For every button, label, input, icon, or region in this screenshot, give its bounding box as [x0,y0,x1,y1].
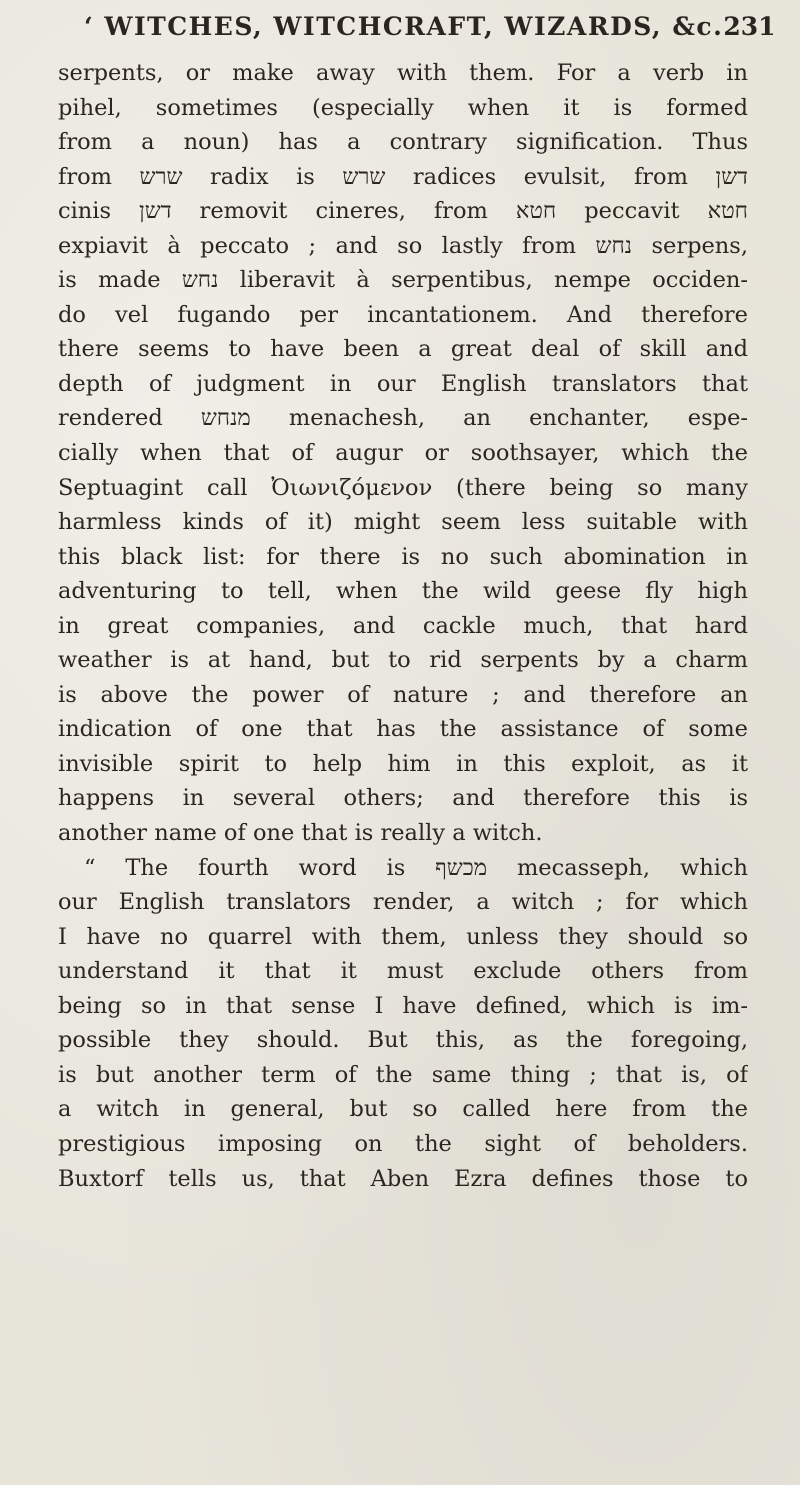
text-line: serpents, or make away with them. For a verb in [58,60,748,86]
text-line: from a noun) has a contrary signification. Thus [58,129,748,156]
text-line: harmless kinds of it) might seem less suitable with [58,509,748,536]
text-line: our English translators render, a witch ; for which [58,889,748,916]
text-line: cially when that of augur or soothsayer, which the [58,440,748,467]
text-line: expiavit à peccato ; and so lastly from נחש serpens, [58,232,748,259]
text-line: do vel fugando per incantationem. And therefore [58,301,748,328]
running-title: ‘ WITCHES, WITCHCRAFT, WIZARDS, &c. [84,12,724,41]
text-line: I have no quarrel with them, unless they should so [58,923,748,950]
body-text [58,56,748,1196]
text-line: is above the power of nature ; and therefore an [58,681,748,708]
text-line: a witch in general, but so called here from the [58,1096,748,1123]
text-line: Septuagint call Ὀιωνιζόμενον (there being so many [58,474,748,501]
text-line: “ The fourth word is מכשף mecasseph, which [84,854,748,881]
text-line: in great companies, and cackle much, that hard [58,612,748,639]
text-line: another name of one that is really a witch. [58,820,543,847]
text-line: adventuring to tell, when the wild geese fly high [58,578,748,605]
text-line: pihel, sometimes (especially when it is formed [58,94,748,121]
text-line: Buxtorf tells us, that Aben Ezra defines those to [58,1165,748,1192]
text-line: understand it that it must exclude others from [58,958,748,985]
text-line: prestigious imposing on the sight of beholders. [58,1130,748,1157]
text-line: is made נחש liberavit à serpentibus, nempe occiden- [58,267,748,294]
page-number: 231 [723,12,776,41]
text-line: possible they should. But this, as the foregoing, [58,1027,748,1054]
text-line: rendered מנחש menachesh, an enchanter, espe- [58,405,748,432]
text-line: being so in that sense I have defined, which is im- [58,992,748,1019]
text-line: cinis דשן removit cineres, from חטא peccavit חטא [58,198,748,225]
text-line: there seems to have been a great deal of skill and [58,336,748,363]
running-head [84,12,776,46]
text-line: depth of judgment in our English translators that [58,370,748,397]
text-line: this black list: for there is no such abomination in [58,543,748,570]
text-line: indication of one that has the assistance of some [58,716,748,743]
text-line: weather is at hand, but to rid serpents by a charm [58,647,748,674]
text-line: is but another term of the same thing ; that is, of [58,1061,748,1088]
text-line: from שרש radix is שרש radices evulsit, from דשן [58,163,748,190]
text-line: happens in several others; and therefore this is [58,785,748,812]
text-line: invisible spirit to help him in this exploit, as it [58,750,748,777]
